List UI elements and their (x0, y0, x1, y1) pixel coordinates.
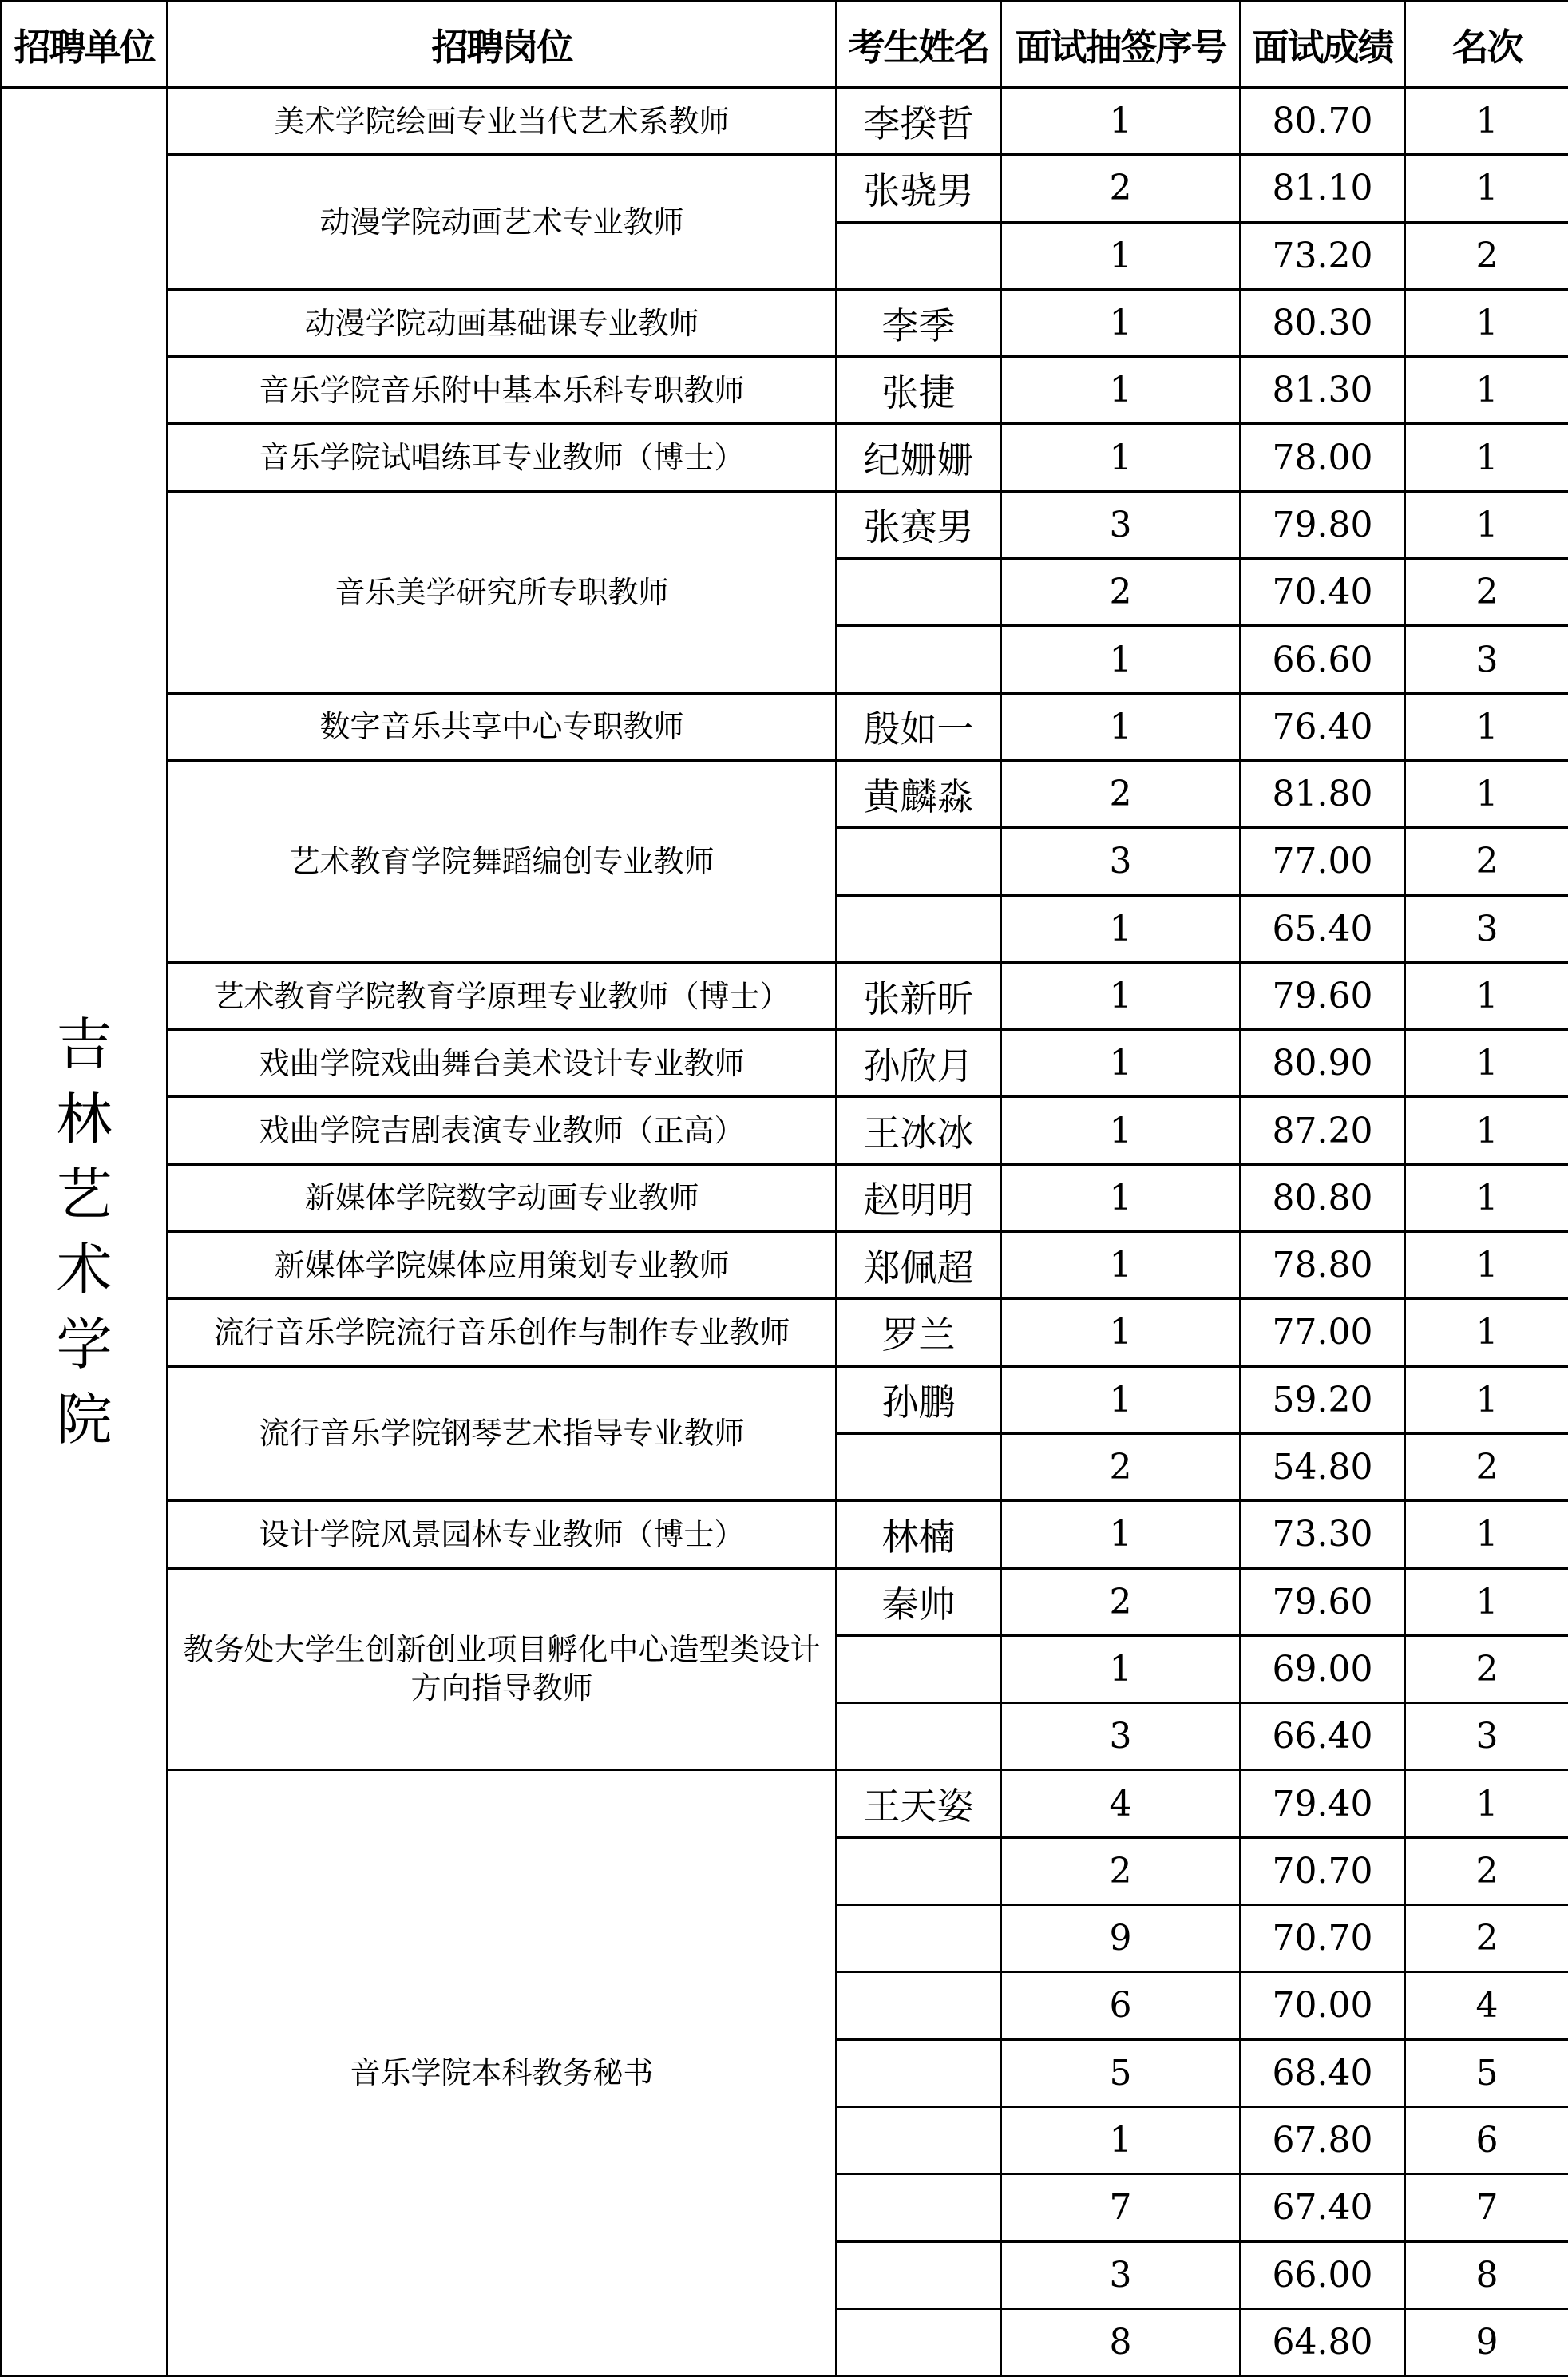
name-cell: 赵明明 (837, 1164, 1001, 1231)
table-row (2, 491, 1568, 558)
table-body (2, 88, 1568, 2376)
name-cell (837, 626, 1001, 693)
score-cell: 66.00 (1241, 2241, 1405, 2308)
name-cell: 黄麟淼 (837, 760, 1001, 827)
name-cell: 孙鹏 (837, 1366, 1001, 1433)
draw-cell: 1 (1001, 693, 1241, 760)
draw-cell: 1 (1001, 289, 1241, 356)
table-row (2, 962, 1568, 1029)
score-cell: 80.80 (1241, 1164, 1405, 1231)
score-cell: 76.40 (1241, 693, 1405, 760)
rank-cell: 6 (1405, 2106, 1568, 2173)
score-cell: 80.90 (1241, 1030, 1405, 1097)
draw-cell: 1 (1001, 895, 1241, 962)
name-cell (837, 1635, 1001, 1702)
score-cell: 67.80 (1241, 2106, 1405, 2173)
table-row (2, 155, 1568, 222)
table-row (2, 1030, 1568, 1097)
post-cell: 数字音乐共享中心专职教师 (168, 693, 837, 760)
draw-cell: 9 (1001, 1905, 1241, 1972)
score-cell: 78.80 (1241, 1232, 1405, 1299)
draw-cell: 1 (1001, 1164, 1241, 1231)
rank-cell: 9 (1405, 2308, 1568, 2375)
name-cell: 林楠 (837, 1501, 1001, 1568)
draw-cell: 3 (1001, 491, 1241, 558)
rank-cell: 1 (1405, 1568, 1568, 1635)
score-cell: 79.80 (1241, 491, 1405, 558)
post-cell: 新媒体学院数字动画专业教师 (168, 1164, 837, 1231)
table-row (2, 760, 1568, 827)
score-cell: 64.80 (1241, 2308, 1405, 2375)
table-row (2, 693, 1568, 760)
table-row (2, 88, 1568, 155)
rank-cell: 1 (1405, 1232, 1568, 1299)
table-row (2, 1770, 1568, 1837)
rank-cell: 1 (1405, 1770, 1568, 1837)
name-cell: 王冰冰 (837, 1097, 1001, 1164)
score-cell: 66.60 (1241, 626, 1405, 693)
score-cell: 80.70 (1241, 88, 1405, 155)
draw-cell: 1 (1001, 1501, 1241, 1568)
draw-cell: 1 (1001, 222, 1241, 289)
header-post: 招聘岗位 (168, 2, 837, 88)
score-cell: 81.80 (1241, 760, 1405, 827)
draw-cell: 8 (1001, 2308, 1241, 2375)
name-cell (837, 1703, 1001, 1770)
score-cell: 79.40 (1241, 1770, 1405, 1837)
header-name: 考生姓名 (837, 2, 1001, 88)
draw-cell: 1 (1001, 1232, 1241, 1299)
score-cell: 70.40 (1241, 559, 1405, 626)
post-cell: 艺术教育学院教育学原理专业教师（博士） (168, 962, 837, 1029)
rank-cell: 1 (1405, 1366, 1568, 1433)
post-cell: 美术学院绘画专业当代艺术系教师 (168, 88, 837, 155)
table-row (2, 1299, 1568, 1366)
header-row (2, 2, 1568, 88)
score-cell: 66.40 (1241, 1703, 1405, 1770)
name-cell: 张赛男 (837, 491, 1001, 558)
header-rank: 名次 (1405, 2, 1568, 88)
name-cell: 王天姿 (837, 1770, 1001, 1837)
post-cell: 戏曲学院戏曲舞台美术设计专业教师 (168, 1030, 837, 1097)
rank-cell: 1 (1405, 693, 1568, 760)
draw-cell: 1 (1001, 1299, 1241, 1366)
post-cell: 教务处大学生创新创业项目孵化中心造型类设计方向指导教师 (168, 1568, 837, 1770)
post-cell: 艺术教育学院舞蹈编创专业教师 (168, 760, 837, 962)
table-row (2, 1232, 1568, 1299)
draw-cell: 1 (1001, 626, 1241, 693)
score-cell: 54.80 (1241, 1433, 1405, 1500)
rank-cell: 2 (1405, 1837, 1568, 1904)
name-cell: 孙欣月 (837, 1030, 1001, 1097)
post-cell: 流行音乐学院钢琴艺术指导专业教师 (168, 1366, 837, 1501)
score-cell: 70.00 (1241, 1972, 1405, 2039)
name-cell (837, 1972, 1001, 2039)
draw-cell: 3 (1001, 2241, 1241, 2308)
score-cell: 70.70 (1241, 1905, 1405, 1972)
name-cell: 殷如一 (837, 693, 1001, 760)
name-cell (837, 2039, 1001, 2106)
draw-cell: 3 (1001, 828, 1241, 895)
draw-cell: 7 (1001, 2174, 1241, 2241)
rank-cell: 2 (1405, 1433, 1568, 1500)
post-cell: 动漫学院动画艺术专业教师 (168, 155, 837, 290)
draw-cell: 3 (1001, 1703, 1241, 1770)
draw-cell: 2 (1001, 1433, 1241, 1500)
header-score: 面试成绩 (1241, 2, 1405, 88)
rank-cell: 1 (1405, 962, 1568, 1029)
rank-cell: 8 (1405, 2241, 1568, 2308)
draw-cell: 1 (1001, 1097, 1241, 1164)
draw-cell: 1 (1001, 962, 1241, 1029)
draw-cell: 1 (1001, 2106, 1241, 2173)
draw-cell: 2 (1001, 1837, 1241, 1904)
score-cell: 73.30 (1241, 1501, 1405, 1568)
table-row (2, 1568, 1568, 1635)
rank-cell: 3 (1405, 895, 1568, 962)
name-cell: 张骁男 (837, 155, 1001, 222)
score-cell: 87.20 (1241, 1097, 1405, 1164)
post-cell: 音乐学院音乐附中基本乐科专职教师 (168, 357, 837, 424)
table-row (2, 1097, 1568, 1164)
rank-cell: 1 (1405, 491, 1568, 558)
name-cell: 李季 (837, 289, 1001, 356)
rank-cell: 1 (1405, 1164, 1568, 1231)
name-cell: 纪姗姗 (837, 424, 1001, 491)
score-cell: 79.60 (1241, 1568, 1405, 1635)
name-cell (837, 828, 1001, 895)
rank-cell: 1 (1405, 155, 1568, 222)
name-cell (837, 895, 1001, 962)
name-cell (837, 2174, 1001, 2241)
score-cell: 77.00 (1241, 1299, 1405, 1366)
rank-cell: 5 (1405, 2039, 1568, 2106)
draw-cell: 2 (1001, 760, 1241, 827)
draw-cell: 1 (1001, 1030, 1241, 1097)
post-cell: 流行音乐学院流行音乐创作与制作专业教师 (168, 1299, 837, 1366)
draw-cell: 1 (1001, 1366, 1241, 1433)
rank-cell: 1 (1405, 1030, 1568, 1097)
rank-cell: 2 (1405, 559, 1568, 626)
draw-cell: 1 (1001, 1635, 1241, 1702)
name-cell (837, 1433, 1001, 1500)
draw-cell: 1 (1001, 88, 1241, 155)
table-row (2, 1164, 1568, 1231)
header-unit: 招聘单位 (2, 2, 168, 88)
rank-cell: 1 (1405, 760, 1568, 827)
rank-cell: 2 (1405, 1905, 1568, 1972)
score-cell: 65.40 (1241, 895, 1405, 962)
draw-cell: 2 (1001, 155, 1241, 222)
post-cell: 新媒体学院媒体应用策划专业教师 (168, 1232, 837, 1299)
score-cell: 70.70 (1241, 1837, 1405, 1904)
table-row (2, 424, 1568, 491)
name-cell (837, 1837, 1001, 1904)
score-cell: 81.10 (1241, 155, 1405, 222)
score-cell: 68.40 (1241, 2039, 1405, 2106)
table-row (2, 1501, 1568, 1568)
score-cell: 77.00 (1241, 828, 1405, 895)
table-row (2, 357, 1568, 424)
score-cell: 59.20 (1241, 1366, 1405, 1433)
score-cell: 81.30 (1241, 357, 1405, 424)
name-cell: 张新昕 (837, 962, 1001, 1029)
name-cell: 李揆哲 (837, 88, 1001, 155)
post-cell: 戏曲学院吉剧表演专业教师（正高） (168, 1097, 837, 1164)
score-cell: 67.40 (1241, 2174, 1405, 2241)
table-row (2, 1366, 1568, 1433)
post-cell: 音乐学院本科教务秘书 (168, 1770, 837, 2376)
score-cell: 69.00 (1241, 1635, 1405, 1702)
name-cell (837, 222, 1001, 289)
name-cell (837, 1905, 1001, 1972)
rank-cell: 7 (1405, 2174, 1568, 2241)
name-cell (837, 2241, 1001, 2308)
rank-cell: 1 (1405, 357, 1568, 424)
post-cell: 音乐美学研究所专职教师 (168, 491, 837, 693)
name-cell: 秦帅 (837, 1568, 1001, 1635)
rank-cell: 2 (1405, 222, 1568, 289)
rank-cell: 2 (1405, 828, 1568, 895)
draw-cell: 2 (1001, 559, 1241, 626)
rank-cell: 1 (1405, 289, 1568, 356)
name-cell: 罗兰 (837, 1299, 1001, 1366)
score-cell: 79.60 (1241, 962, 1405, 1029)
draw-cell: 6 (1001, 1972, 1241, 2039)
draw-cell: 4 (1001, 1770, 1241, 1837)
score-cell: 78.00 (1241, 424, 1405, 491)
name-cell (837, 2106, 1001, 2173)
draw-cell: 1 (1001, 357, 1241, 424)
name-cell: 张捷 (837, 357, 1001, 424)
rank-cell: 1 (1405, 424, 1568, 491)
post-cell: 动漫学院动画基础课专业教师 (168, 289, 837, 356)
rank-cell: 1 (1405, 1501, 1568, 1568)
rank-cell: 1 (1405, 1097, 1568, 1164)
draw-cell: 1 (1001, 424, 1241, 491)
post-cell: 设计学院风景园林专业教师（博士） (168, 1501, 837, 1568)
rank-cell: 1 (1405, 88, 1568, 155)
rank-cell: 2 (1405, 1635, 1568, 1702)
rank-cell: 1 (1405, 1299, 1568, 1366)
score-cell: 73.20 (1241, 222, 1405, 289)
table-row (2, 289, 1568, 356)
rank-cell: 3 (1405, 1703, 1568, 1770)
rank-cell: 4 (1405, 1972, 1568, 2039)
rank-cell: 3 (1405, 626, 1568, 693)
name-cell (837, 559, 1001, 626)
draw-cell: 2 (1001, 1568, 1241, 1635)
post-cell: 音乐学院试唱练耳专业教师（博士） (168, 424, 837, 491)
name-cell: 郑佩超 (837, 1232, 1001, 1299)
score-cell: 80.30 (1241, 289, 1405, 356)
draw-cell: 5 (1001, 2039, 1241, 2106)
unit-cell: 吉 林 艺 术 学 院 (2, 88, 168, 2376)
header-draw: 面试抽签序号 (1001, 2, 1241, 88)
